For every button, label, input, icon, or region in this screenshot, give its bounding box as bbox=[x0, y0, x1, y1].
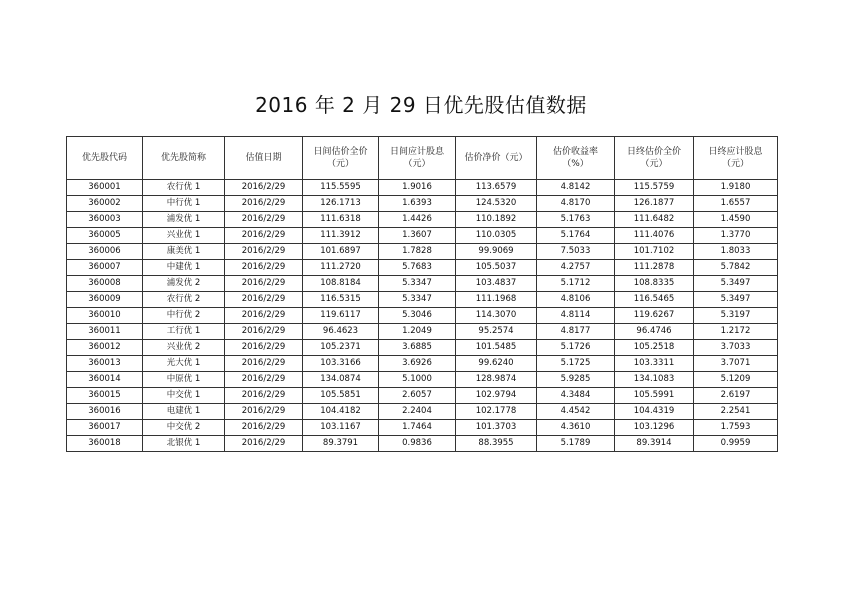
table-row bbox=[67, 420, 778, 436]
table-cell: 3.6885 bbox=[379, 340, 456, 356]
table-cell: 128.9874 bbox=[456, 372, 537, 388]
table-cell: 2016/2/29 bbox=[225, 356, 303, 372]
table-cell: 2.2541 bbox=[694, 404, 778, 420]
table-cell: 1.6557 bbox=[694, 196, 778, 212]
table-cell: 2016/2/29 bbox=[225, 260, 303, 276]
table-cell: 2016/2/29 bbox=[225, 180, 303, 196]
table-cell: 96.4623 bbox=[303, 324, 379, 340]
table-cell: 兴业优 2 bbox=[143, 340, 225, 356]
table-cell: 中原优 1 bbox=[143, 372, 225, 388]
table-cell: 102.9794 bbox=[456, 388, 537, 404]
table-cell: 4.8170 bbox=[537, 196, 615, 212]
table-header-row bbox=[67, 137, 778, 180]
table-cell: 4.3484 bbox=[537, 388, 615, 404]
table-cell: 2016/2/29 bbox=[225, 212, 303, 228]
table-cell: 111.6318 bbox=[303, 212, 379, 228]
table-cell: 5.1764 bbox=[537, 228, 615, 244]
table-cell: 工行优 1 bbox=[143, 324, 225, 340]
table-cell: 105.5851 bbox=[303, 388, 379, 404]
table-cell: 103.3311 bbox=[615, 356, 694, 372]
table-cell: 2.2404 bbox=[379, 404, 456, 420]
table-cell: 111.1968 bbox=[456, 292, 537, 308]
table-cell: 360013 bbox=[67, 356, 143, 372]
table-cell: 0.9836 bbox=[379, 436, 456, 452]
table-cell: 104.4182 bbox=[303, 404, 379, 420]
table-row bbox=[67, 228, 778, 244]
table-cell: 4.8177 bbox=[537, 324, 615, 340]
table-cell: 4.8114 bbox=[537, 308, 615, 324]
table-row bbox=[67, 244, 778, 260]
table-cell: 1.4426 bbox=[379, 212, 456, 228]
table-cell: 5.1725 bbox=[537, 356, 615, 372]
table-cell: 360001 bbox=[67, 180, 143, 196]
table-cell: 5.1763 bbox=[537, 212, 615, 228]
table-cell: 5.1209 bbox=[694, 372, 778, 388]
table-row bbox=[67, 292, 778, 308]
table-cell: 119.6117 bbox=[303, 308, 379, 324]
column-header-line: 日间应计股息 bbox=[389, 147, 444, 157]
table-cell: 360016 bbox=[67, 404, 143, 420]
table-cell: 360005 bbox=[67, 228, 143, 244]
table-cell: 1.9180 bbox=[694, 180, 778, 196]
table-cell: 5.1789 bbox=[537, 436, 615, 452]
table-cell: 电建优 1 bbox=[143, 404, 225, 420]
table-cell: 5.3347 bbox=[379, 292, 456, 308]
table-cell: 1.7828 bbox=[379, 244, 456, 260]
table-cell: 2016/2/29 bbox=[225, 420, 303, 436]
table-row bbox=[67, 324, 778, 340]
table-row bbox=[67, 260, 778, 276]
table-cell: 103.1296 bbox=[615, 420, 694, 436]
table-cell: 中交优 1 bbox=[143, 388, 225, 404]
table-cell: 1.2049 bbox=[379, 324, 456, 340]
table-cell: 中交优 2 bbox=[143, 420, 225, 436]
table-cell: 5.7683 bbox=[379, 260, 456, 276]
table-cell: 360003 bbox=[67, 212, 143, 228]
table-cell: 105.2518 bbox=[615, 340, 694, 356]
table-body bbox=[67, 180, 778, 452]
table-cell: 99.9069 bbox=[456, 244, 537, 260]
column-header-line: （%） bbox=[562, 159, 589, 169]
table-cell: 360012 bbox=[67, 340, 143, 356]
table-cell: 110.0305 bbox=[456, 228, 537, 244]
table-cell: 111.2878 bbox=[615, 260, 694, 276]
table-cell: 3.6926 bbox=[379, 356, 456, 372]
table-cell: 光大优 1 bbox=[143, 356, 225, 372]
table-cell: 1.7593 bbox=[694, 420, 778, 436]
table-cell: 88.3955 bbox=[456, 436, 537, 452]
table-row bbox=[67, 372, 778, 388]
column-header-line: 日终应计股息 bbox=[708, 147, 763, 157]
table-cell: 5.9285 bbox=[537, 372, 615, 388]
table-cell: 1.4590 bbox=[694, 212, 778, 228]
table-cell: 360008 bbox=[67, 276, 143, 292]
table-cell: 113.6579 bbox=[456, 180, 537, 196]
table-cell: 5.3197 bbox=[694, 308, 778, 324]
table-cell: 116.5315 bbox=[303, 292, 379, 308]
table-cell: 5.3497 bbox=[694, 276, 778, 292]
table-cell: 2016/2/29 bbox=[225, 228, 303, 244]
table-cell: 105.5991 bbox=[615, 388, 694, 404]
table-cell: 105.2371 bbox=[303, 340, 379, 356]
table-cell: 2016/2/29 bbox=[225, 404, 303, 420]
column-header-line: 日间估价全价 bbox=[313, 147, 368, 157]
table-cell: 农行优 1 bbox=[143, 180, 225, 196]
table-cell: 360011 bbox=[67, 324, 143, 340]
table-cell: 3.7071 bbox=[694, 356, 778, 372]
table-cell: 111.6482 bbox=[615, 212, 694, 228]
table-row bbox=[67, 276, 778, 292]
table-cell: 2016/2/29 bbox=[225, 292, 303, 308]
column-header bbox=[615, 137, 694, 180]
table-cell: 360015 bbox=[67, 388, 143, 404]
table-cell: 5.7842 bbox=[694, 260, 778, 276]
table-cell: 115.5759 bbox=[615, 180, 694, 196]
table-cell: 5.1712 bbox=[537, 276, 615, 292]
table-cell: 5.1726 bbox=[537, 340, 615, 356]
table-cell: 4.3610 bbox=[537, 420, 615, 436]
table-cell: 浦发优 2 bbox=[143, 276, 225, 292]
column-header-line: 估价净价（元） bbox=[464, 153, 528, 163]
table-cell: 111.3912 bbox=[303, 228, 379, 244]
table-cell: 101.5485 bbox=[456, 340, 537, 356]
column-header-line: 日终估价全价 bbox=[626, 147, 681, 157]
column-header-line: （元） bbox=[326, 159, 354, 169]
table-cell: 103.1167 bbox=[303, 420, 379, 436]
table-cell: 2.6197 bbox=[694, 388, 778, 404]
table-cell: 2016/2/29 bbox=[225, 372, 303, 388]
table-row bbox=[67, 436, 778, 452]
table-cell: 115.5595 bbox=[303, 180, 379, 196]
table-cell: 中行优 2 bbox=[143, 308, 225, 324]
table-cell: 4.8106 bbox=[537, 292, 615, 308]
table-cell: 农行优 2 bbox=[143, 292, 225, 308]
table-cell: 105.5037 bbox=[456, 260, 537, 276]
table-row bbox=[67, 212, 778, 228]
table-cell: 101.7102 bbox=[615, 244, 694, 260]
table-cell: 360014 bbox=[67, 372, 143, 388]
table-cell: 103.3166 bbox=[303, 356, 379, 372]
table-cell: 4.2757 bbox=[537, 260, 615, 276]
column-header bbox=[143, 137, 225, 180]
table-cell: 360002 bbox=[67, 196, 143, 212]
column-header bbox=[67, 137, 143, 180]
table-cell: 89.3791 bbox=[303, 436, 379, 452]
table-cell: 360017 bbox=[67, 420, 143, 436]
table-cell: 1.3770 bbox=[694, 228, 778, 244]
column-header-line: （元） bbox=[640, 159, 668, 169]
table-cell: 5.3347 bbox=[379, 276, 456, 292]
table-row bbox=[67, 388, 778, 404]
table-cell: 2016/2/29 bbox=[225, 244, 303, 260]
table-cell: 2016/2/29 bbox=[225, 436, 303, 452]
table-cell: 101.3703 bbox=[456, 420, 537, 436]
table-cell: 1.2172 bbox=[694, 324, 778, 340]
table-cell: 102.1778 bbox=[456, 404, 537, 420]
table-cell: 1.7464 bbox=[379, 420, 456, 436]
table-cell: 1.3607 bbox=[379, 228, 456, 244]
table-cell: 1.6393 bbox=[379, 196, 456, 212]
table-cell: 0.9959 bbox=[694, 436, 778, 452]
table-cell: 3.7033 bbox=[694, 340, 778, 356]
table-cell: 126.1713 bbox=[303, 196, 379, 212]
table-cell: 1.9016 bbox=[379, 180, 456, 196]
table-cell: 110.1892 bbox=[456, 212, 537, 228]
table-cell: 101.6897 bbox=[303, 244, 379, 260]
table-cell: 96.4746 bbox=[615, 324, 694, 340]
table-cell: 119.6267 bbox=[615, 308, 694, 324]
table-cell: 111.2720 bbox=[303, 260, 379, 276]
column-header-line: 优先股代码 bbox=[81, 153, 127, 163]
table-cell: 89.3914 bbox=[615, 436, 694, 452]
column-header bbox=[537, 137, 615, 180]
table-cell: 2016/2/29 bbox=[225, 324, 303, 340]
table-cell: 134.0874 bbox=[303, 372, 379, 388]
page-title: 2016 年 2 月 29 日优先股估值数据 bbox=[255, 93, 587, 117]
column-header-line: 估价收益率 bbox=[552, 147, 598, 157]
table-cell: 116.5465 bbox=[615, 292, 694, 308]
table-cell: 103.4837 bbox=[456, 276, 537, 292]
column-header bbox=[303, 137, 379, 180]
table-cell: 126.1877 bbox=[615, 196, 694, 212]
table-cell: 北银优 1 bbox=[143, 436, 225, 452]
table-cell: 浦发优 1 bbox=[143, 212, 225, 228]
table-cell: 360010 bbox=[67, 308, 143, 324]
table-cell: 360007 bbox=[67, 260, 143, 276]
table-cell: 134.1083 bbox=[615, 372, 694, 388]
table-row bbox=[67, 196, 778, 212]
table-cell: 95.2574 bbox=[456, 324, 537, 340]
table-cell: 2016/2/29 bbox=[225, 340, 303, 356]
table-cell: 99.6240 bbox=[456, 356, 537, 372]
table-cell: 2.6057 bbox=[379, 388, 456, 404]
table-row bbox=[67, 308, 778, 324]
table-cell: 2016/2/29 bbox=[225, 276, 303, 292]
column-header-line: （元） bbox=[403, 159, 431, 169]
table-cell: 124.5320 bbox=[456, 196, 537, 212]
table-cell: 2016/2/29 bbox=[225, 308, 303, 324]
table-cell: 中建优 1 bbox=[143, 260, 225, 276]
table-cell: 108.8335 bbox=[615, 276, 694, 292]
table-row bbox=[67, 356, 778, 372]
table-cell: 康美优 1 bbox=[143, 244, 225, 260]
column-header-line: 估值日期 bbox=[245, 153, 282, 163]
table-cell: 5.3046 bbox=[379, 308, 456, 324]
table-cell: 中行优 1 bbox=[143, 196, 225, 212]
table-row bbox=[67, 340, 778, 356]
table-cell: 114.3070 bbox=[456, 308, 537, 324]
column-header bbox=[694, 137, 778, 180]
table-cell: 4.8142 bbox=[537, 180, 615, 196]
table-cell: 108.8184 bbox=[303, 276, 379, 292]
table-cell: 360009 bbox=[67, 292, 143, 308]
table-cell: 111.4076 bbox=[615, 228, 694, 244]
table-cell: 360006 bbox=[67, 244, 143, 260]
column-header-line: （元） bbox=[721, 159, 749, 169]
table-cell: 兴业优 1 bbox=[143, 228, 225, 244]
table-row bbox=[67, 404, 778, 420]
column-header bbox=[379, 137, 456, 180]
table-cell: 2016/2/29 bbox=[225, 196, 303, 212]
table-cell: 104.4319 bbox=[615, 404, 694, 420]
column-header-line: 优先股简称 bbox=[160, 153, 206, 163]
table-cell: 4.4542 bbox=[537, 404, 615, 420]
table-cell: 5.1000 bbox=[379, 372, 456, 388]
table-cell: 5.3497 bbox=[694, 292, 778, 308]
table-cell: 2016/2/29 bbox=[225, 388, 303, 404]
table-row bbox=[67, 180, 778, 196]
column-header bbox=[225, 137, 303, 180]
table-cell: 360018 bbox=[67, 436, 143, 452]
valuation-table bbox=[66, 136, 778, 452]
table-cell: 7.5033 bbox=[537, 244, 615, 260]
column-header bbox=[456, 137, 537, 180]
table-cell: 1.8033 bbox=[694, 244, 778, 260]
